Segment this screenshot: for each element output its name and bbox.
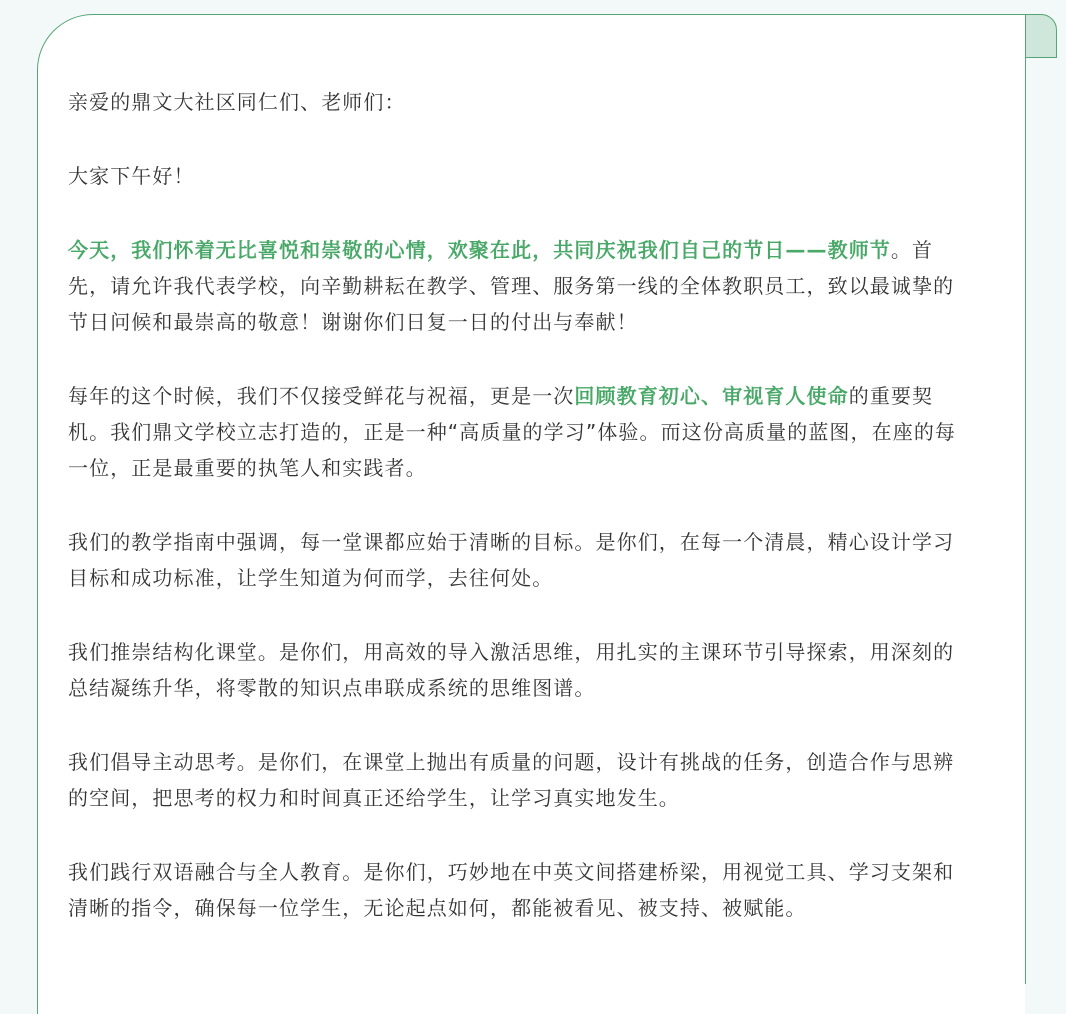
paragraph-text: 每年的这个时候，我们不仅接受鲜花与祝福，更是一次 <box>68 384 575 408</box>
card-right-edge <box>1025 44 1026 984</box>
paragraph-5: 我们倡导主动思考。是你们，在课堂上抛出有质量的问题，设计有挑战的任务，创造合作与思辨的空间，把思考的权力和时间真正还给学生，让学习真实地发生。 <box>68 750 955 810</box>
corner-fold <box>1025 14 1057 58</box>
salutation: 大家下午好！ <box>68 164 195 188</box>
paragraph-text: 的重要契机。我们鼎文学校立志打造的，正是一种“高质量的学习”体验。而这份高质量的蓝图，在座的每一位，正是最重要的执笔人和实践者。 <box>68 384 957 480</box>
highlight-text: 今天，我们怀着无比喜悦和崇敬的心情，欢聚在此，共同庆祝我们自己的节日——教师节 <box>68 238 891 262</box>
paragraph-text: 。首先，请允许我代表学校，向辛勤耕耘在教学、管理、服务第一线的全体教职员工，致以最诚挚的节日问候和最崇高的敬意！谢谢你们日复一日的付出与奉献！ <box>68 238 955 334</box>
letter-body <box>68 84 968 964</box>
greeting: 亲爱的鼎文大社区同仁们、老师们： <box>68 90 406 114</box>
paragraph-2 <box>68 378 968 486</box>
paragraph-3: 我们的教学指南中强调，每一堂课都应始于清晰的目标。是你们，在每一个清晨，精心设计学习目标和成功标准，让学生知道为何而学，去往何处。 <box>68 530 955 590</box>
paragraph-6: 我们践行双语融合与全人教育。是你们，巧妙地在中英文间搭建桥梁，用视觉工具、学习支架和清晰的指令，确保每一位学生，无论起点如何，都能被看见、被支持、被赋能。 <box>68 860 955 920</box>
highlight-text: 回顾教育初心、审视育人使命 <box>574 384 849 408</box>
paragraph-4: 我们推崇结构化课堂。是你们，用高效的导入激活思维，用扎实的主课环节引导探索，用深刻的总结凝练升华，将零散的知识点串联成系统的思维图谱。 <box>68 640 955 700</box>
paragraph-1 <box>68 232 968 340</box>
